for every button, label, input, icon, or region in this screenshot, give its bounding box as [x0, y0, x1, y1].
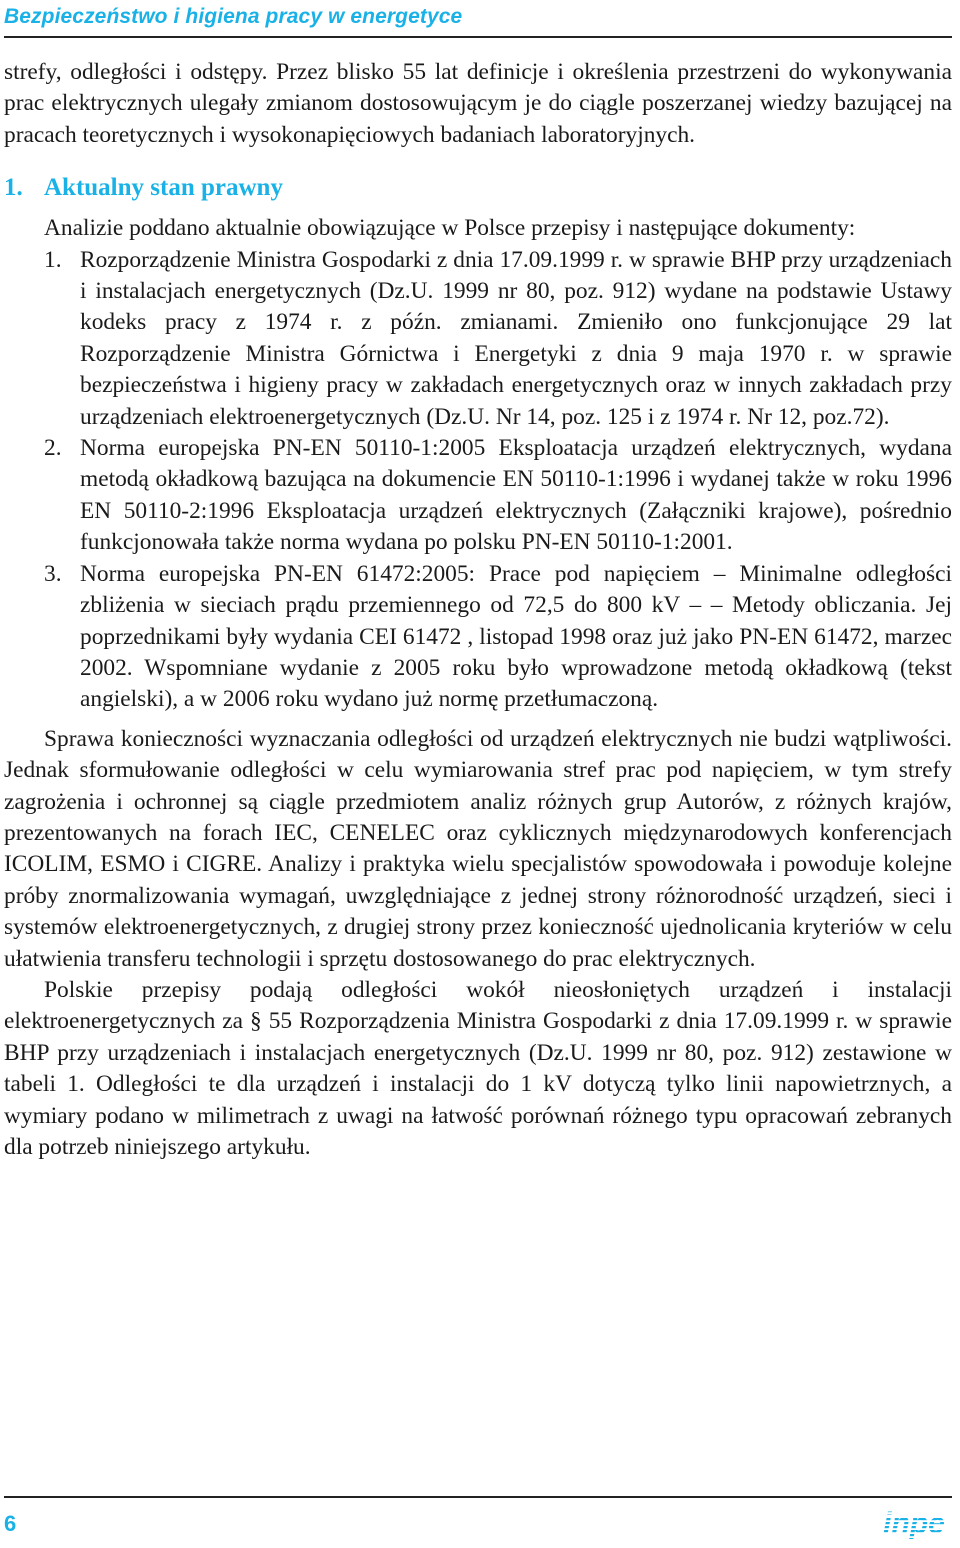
- list-item-number: 2.: [44, 435, 62, 462]
- logo-wordmark: inpe: [883, 1507, 945, 1540]
- page-number: 6: [4, 1511, 17, 1536]
- section-heading: [4, 173, 952, 203]
- list-item: [4, 559, 952, 716]
- list-item: [4, 433, 952, 559]
- section-number: 1.: [4, 174, 23, 202]
- paragraph-distances: Sprawa konieczności wyznaczania odległości od urządzeń elektrycznych nie budzi wątpliwości. Jednak sformułowanie odległości w celu wymiarowania stref prac pod napięciem, w tym strefy zagrożenia i ochronnej są ciągle przedmiotem analiz różnych grup Autorów, z różnych krajów, prezentowanych na forach IEC, CENELEC oraz cyklicznych międzynarodowych konferencjach ICOLIM, ESMO i CIGRE. Analizy i praktyka wielu specjalistów spowodowała i powoduje kolejne próby znormalizowania wymagań, uwzględniające z jednej strony różnorodność urządzeń, sieci i systemów elektroenergetycznych, z drugiej strony przez konieczność ujednolicania kryteriów w celu ułatwienia transferu technologii i sprzętu dostosowanego do prac elektrycznych.: [4, 725, 952, 972]
- list-item-text: Rozporządzenie Ministra Gospodarki z dnia 17.09.1999 r. w sprawie BHP przy urządzeniach i instalacjach energetycznych (Dz.U. 1999 nr 80, poz. 912) wydane na podstawie Ustawy kodeks pracy z 1974 r. z późn. zmianami. Zmieniło ono funkcjonujące 29 lat Rozporządzenie Ministra Górnictwa i Energetyki z dnia 9 maja 1970 r. w sprawie bezpieczeństwa i higieny pracy w zakładach energetycznych oraz w innych zakładach przy urządzeniach elektroenergetycznych (Dz.U. Nr 14, poz. 125 i z 1974 r. Nr 12, poz.72).: [80, 246, 952, 430]
- section-title: Aktualny stan prawny: [44, 174, 283, 202]
- intro-paragraph: strefy, odległości i odstępy. Przez blisko 55 lat definicje i określenia przestrzeni do wykonywania prac elektrycznych ulegały zmianom dostosowującym je do ciągle poszerzanej wiedzy bazującej na pracach teoretycznych i wysokonapięciowych badaniach laboratoryjnych.: [4, 59, 952, 148]
- list-item-text: Norma europejska PN-EN 50110-1:2005 Eksploatacja urządzeń elektrycznych, wydana metodą okładkową bazująca na dokumencie EN 50110-1:1996 i wydanej także w roku 1996 EN 50110-2:1996 Eksploatacja urządzeń elektrycznych (Załączniki krajowe), pośrednio funkcjonowała także norma wydana po polsku PN-EN 50110-1:2001.: [80, 435, 952, 556]
- article-body: [4, 57, 952, 1163]
- list-item: [4, 245, 952, 433]
- analysis-intro: Analizie poddano aktualnie obowiązujące w Polsce przepisy i następujące dokumenty:: [44, 215, 856, 242]
- inpe-logo: [878, 1506, 950, 1540]
- journal-title: Bezpieczeństwo i higiena pracy w energetyce: [4, 5, 463, 28]
- list-item-number: 3.: [44, 560, 62, 587]
- page-footer: [4, 1496, 952, 1540]
- paragraph-polish-regulations: Polskie przepisy podają odległości wokół nieosłoniętych urządzeń i instalacji elektroenergetycznych za § 55 Rozporządzenia Ministra Gospodarki z dnia 17.09.1999 r. w sprawie BHP przy urządzeniach i instalacjach energetycznych (Dz.U. 1999 nr 80, poz. 912) zestawione w tabeli 1. Odległości te dla urządzeń i instalacji do 1 kV dotyczą tylko linii napowietrznych, a wymiary podano w milimetrach z uwagi na łatwość porównań różnego typu opracowań zebranych dla potrzeb niniejszego artykułu.: [4, 976, 952, 1160]
- running-header: [4, 2, 952, 38]
- documents-list: [4, 245, 952, 716]
- list-item-text: Norma europejska PN-EN 61472:2005: Prace pod napięciem – Minimalne odległości zbliżenia w sieciach prądu przemiennego od 72,5 do 800 kV – – Metody obliczania. Jej poprzednikami były wydania CEI 61472 , listopad 1998 oraz już jako PN-EN 61472, marzec 2002. Wspomniane wydanie z 2005 roku było wprowadzone metodą okładkową (tekst angielski), a w 2006 roku wydano już normę przetłumaczoną.: [80, 560, 952, 713]
- list-item-number: 1.: [44, 246, 62, 273]
